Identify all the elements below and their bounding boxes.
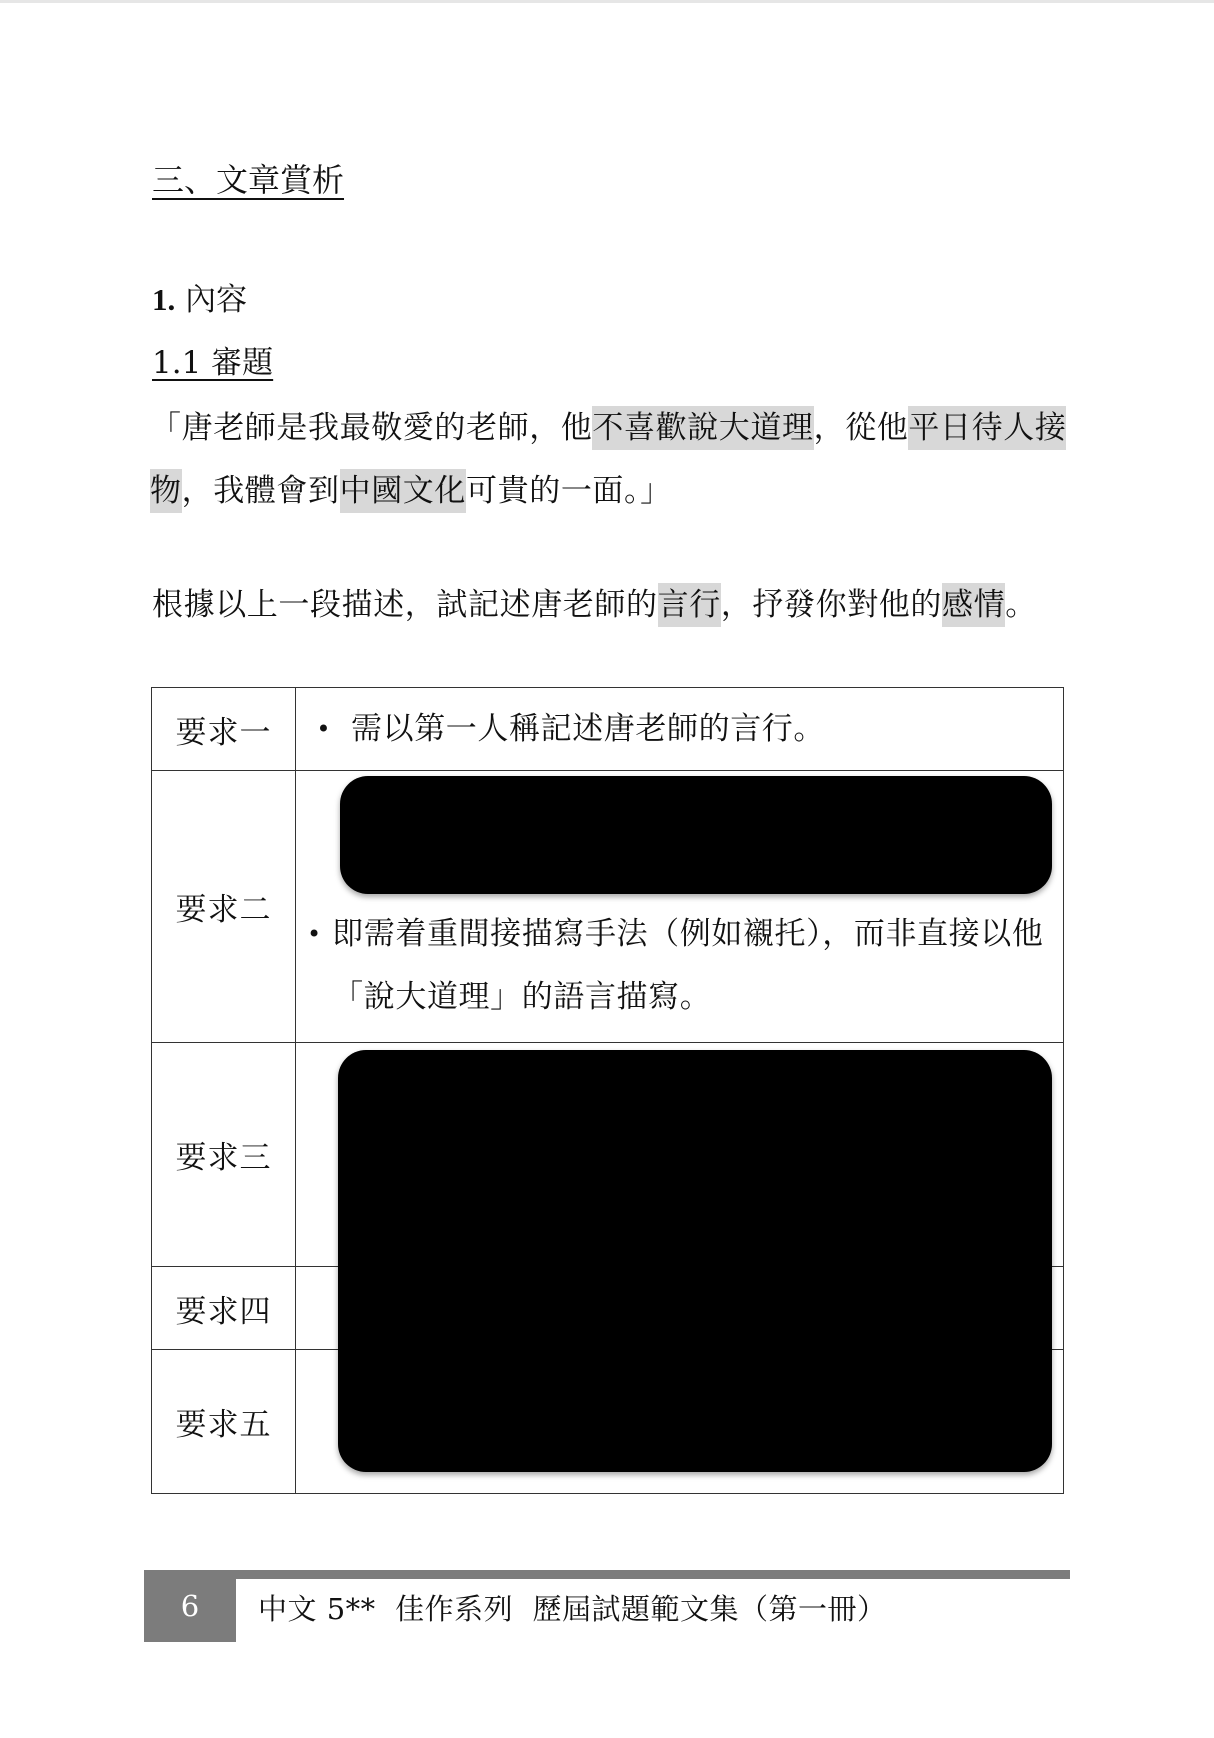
list-item	[307, 903, 1049, 1029]
requirement-text: 即需着重間接描寫手法（例如襯托），而非直接以他「說大道理」的語言描寫。	[332, 916, 1044, 1015]
subsection-title: 1.1 審題	[152, 345, 274, 381]
prompt-highlight: 平日待人接物	[150, 406, 1066, 513]
prompt-highlight: 不喜歡說大道理	[592, 406, 813, 450]
instruction-highlight: 言行	[658, 583, 721, 627]
section-label: 內容	[185, 282, 248, 318]
bullet-icon: •	[307, 920, 322, 948]
prompt-text: 可貴的一面。」	[466, 473, 672, 509]
table-row	[152, 688, 1064, 771]
prompt-text: ，我體會到	[181, 473, 340, 509]
prompt-text: 「唐老師是我最敬愛的老師，他	[150, 410, 593, 446]
page-heading: 三、文章賞析	[152, 161, 345, 199]
requirement-body	[296, 688, 1064, 771]
requirement-label: 要求二	[152, 771, 296, 1043]
redaction-block	[340, 776, 1052, 894]
requirement-label: 要求五	[152, 1350, 296, 1494]
requirement-text: 需以第一人稱記述唐老師的言行。	[351, 710, 825, 747]
bullet-icon: •	[316, 714, 331, 743]
prompt-highlight: 中國文化	[340, 469, 466, 513]
requirement-label: 要求三	[152, 1043, 296, 1267]
section-number: 1.	[152, 282, 176, 317]
footer-rule	[144, 1570, 1070, 1579]
instruction-text: 根據以上一段描述，試記述唐老師的	[152, 587, 658, 623]
question-instruction	[152, 578, 1072, 632]
redaction-block	[338, 1050, 1052, 1472]
requirement-label: 要求一	[152, 688, 296, 771]
question-prompt	[150, 397, 1070, 523]
instruction-text: 。	[1005, 587, 1037, 623]
requirement-label: 要求四	[152, 1267, 296, 1350]
section-title	[152, 278, 247, 322]
instruction-text: ，抒發你對他的	[720, 587, 943, 623]
prompt-text: ，從他	[813, 410, 909, 446]
page-number: 6	[144, 1570, 236, 1642]
instruction-highlight: 感情	[942, 583, 1005, 627]
footer-title: 中文 5** 佳作系列 歷屆試題範文集（第一冊）	[258, 1592, 887, 1626]
top-border	[0, 0, 1214, 3]
list-item	[316, 698, 1049, 761]
